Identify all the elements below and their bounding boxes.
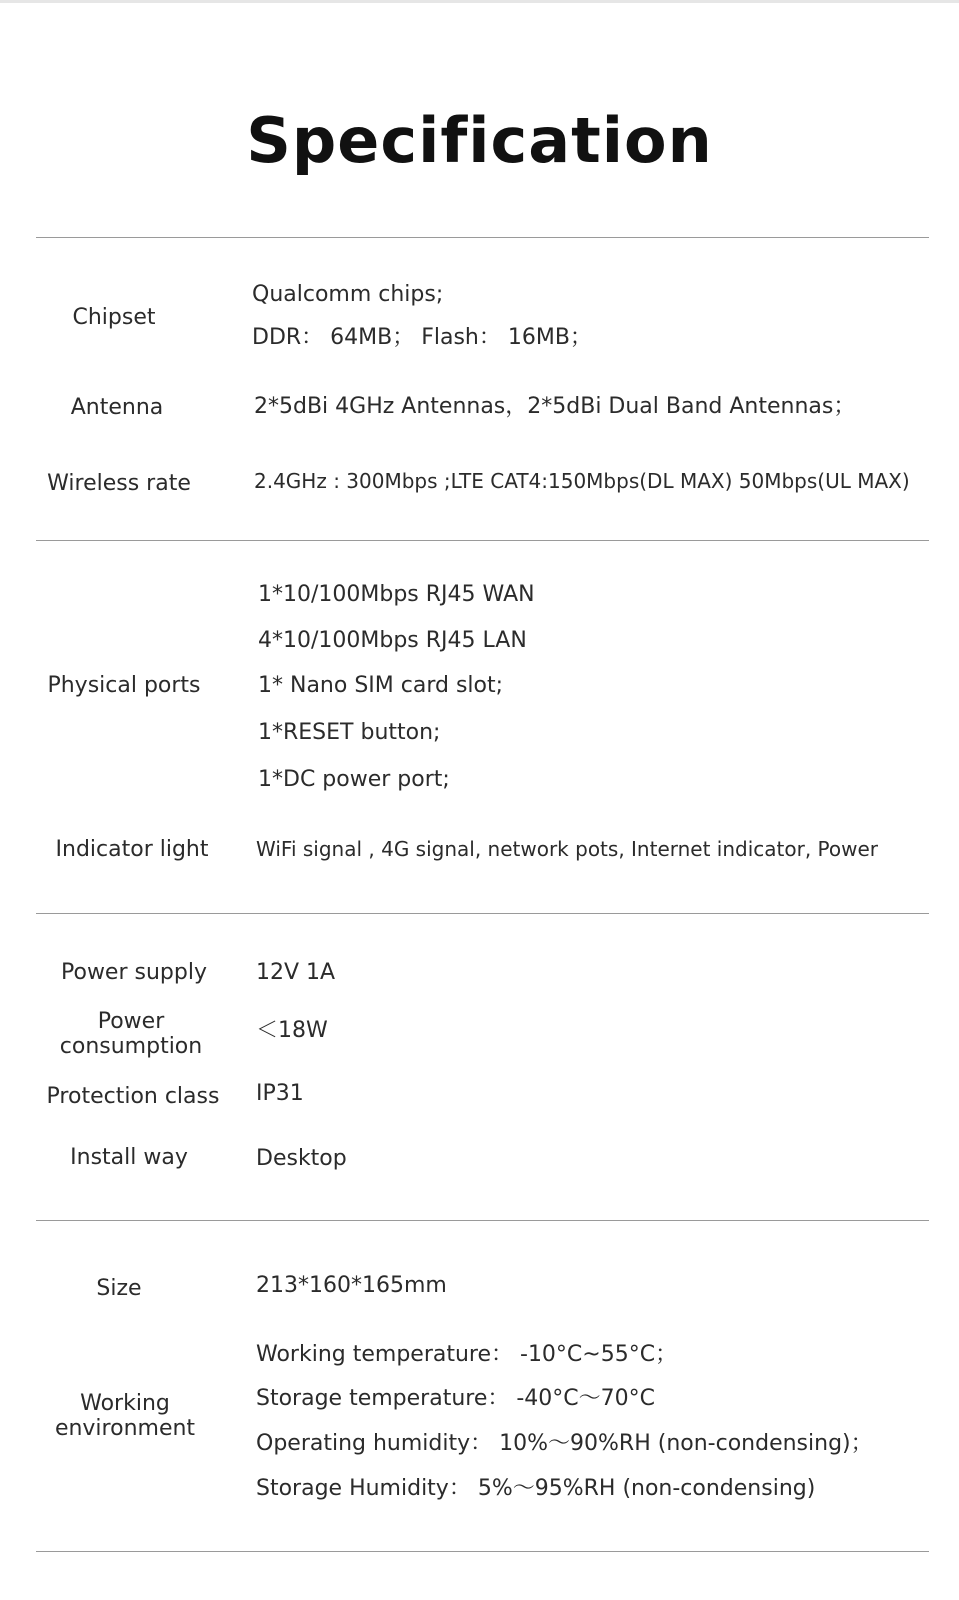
section-divider (36, 540, 929, 541)
antenna-value: 2*5dBi 4GHz Antennas，2*5dBi Dual Band Antennas； (254, 394, 856, 419)
antenna-label: Antenna (70, 395, 164, 420)
chipset-value-2: DDR： 64MB； Flash： 16MB； (252, 325, 592, 350)
working-environment-item: Operating humidity： 10%～90%RH (non-condensing)； (256, 1431, 873, 1456)
wireless-rate-value: 2.4GHz : 300Mbps ;LTE CAT4:150Mbps(DL MAX) 50Mbps(UL MAX) (254, 469, 910, 493)
working-environment-item: Working temperature： -10°C~55°C； (256, 1342, 678, 1367)
wireless-rate-label: Wireless rate (47, 471, 191, 496)
section-divider (36, 237, 929, 238)
physical-port-item: 1*DC power port; (258, 767, 450, 792)
install-way-label: Install way (70, 1145, 188, 1170)
physical-port-item: 1*RESET button; (258, 720, 441, 745)
section-divider (36, 913, 929, 914)
chipset-value-1: Qualcomm chips; (252, 282, 444, 307)
top-border (0, 0, 959, 3)
indicator-light-label: Indicator light (55, 837, 209, 862)
working-environment-label-line-2: environment (54, 1416, 196, 1441)
size-label: Size (96, 1276, 142, 1301)
working-environment-item: Storage temperature： -40°C～70°C (256, 1386, 655, 1411)
power-consumption-value: ＜18W (256, 1018, 328, 1043)
indicator-light-value: WiFi signal , 4G signal, network pots, Internet indicator, Power (256, 837, 879, 861)
physical-port-item: 4*10/100Mbps RJ45 LAN (258, 628, 527, 653)
working-environment-label-line-1: Working (80, 1391, 170, 1416)
physical-port-item: 1* Nano SIM card slot; (258, 673, 504, 698)
page-title: Specification (246, 104, 713, 177)
power-supply-label: Power supply (61, 960, 207, 985)
install-way-value: Desktop (256, 1146, 347, 1171)
physical-port-item: 1*10/100Mbps RJ45 WAN (258, 582, 535, 607)
size-value: 213*160*165mm (256, 1273, 447, 1298)
protection-class-label: Protection class (46, 1084, 220, 1109)
section-divider (36, 1551, 929, 1552)
power-supply-value: 12V 1A (256, 960, 336, 985)
working-environment-label (36, 1391, 214, 1441)
working-environment-item: Storage Humidity： 5%～95%RH (non-condensing) (256, 1476, 816, 1501)
section-divider (36, 1220, 929, 1221)
power-consumption-label-line-1: Power (97, 1009, 165, 1034)
protection-class-value: IP31 (256, 1081, 304, 1106)
power-consumption-label-line-2: consumption (59, 1034, 203, 1059)
power-consumption-label (36, 1009, 226, 1059)
physical-ports-label: Physical ports (47, 673, 201, 698)
chipset-label: Chipset (72, 305, 156, 330)
